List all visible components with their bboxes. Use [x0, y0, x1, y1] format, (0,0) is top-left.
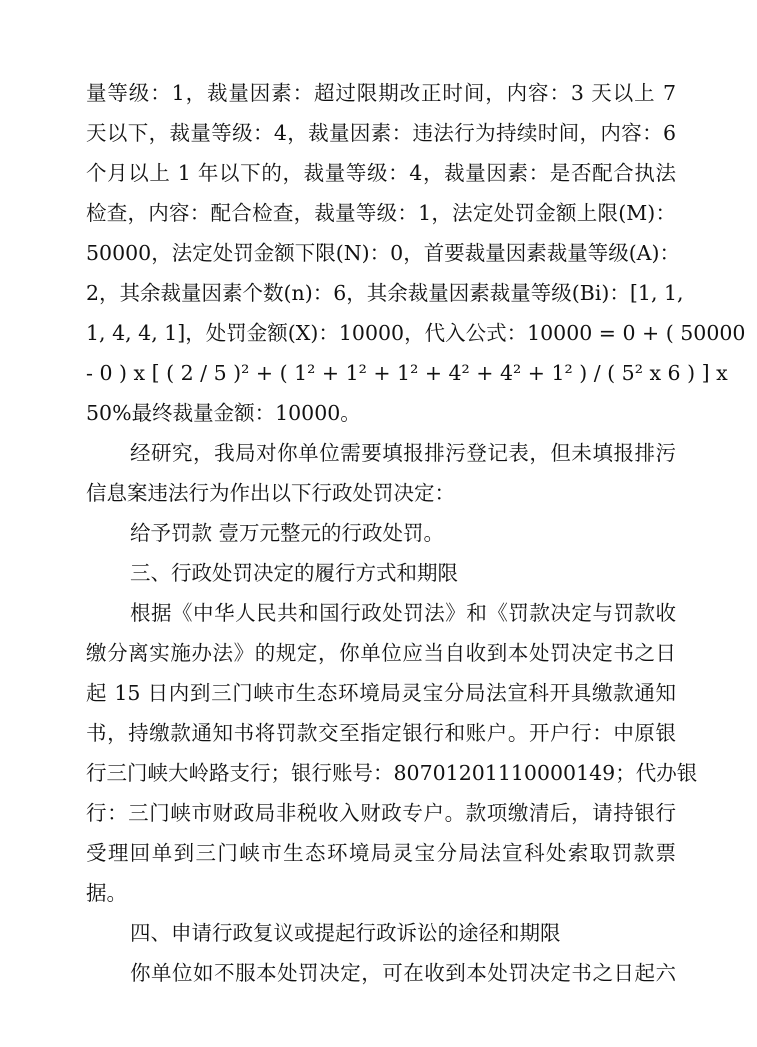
text-line: 根据《中华人民共和国行政处罚法》和《罚款决定与罚款收 — [130, 601, 676, 625]
section-heading-4: 四、申请行政复议或提起行政诉讼的途径和期限 — [130, 921, 561, 945]
text-line: 个月以上 1 年以下的，裁量等级：4，裁量因素：是否配合执法 — [86, 161, 676, 185]
text-line: 据。 — [86, 881, 127, 905]
final-amount-line: 50%最终裁量金额：10000。 — [86, 401, 361, 425]
text-line: 行：三门峡市财政局非税收入财政专户。款项缴清后，请持银行 — [86, 801, 676, 825]
text-line: 2，其余裁量因素个数(n)：6，其余裁量因素裁量等级(Bi)：[1, 1, — [86, 281, 684, 305]
text-line: 起 15 日内到三门峡市生态环境局灵宝分局法宣科开具缴款通知 — [86, 681, 676, 705]
text-line: 缴分离实施办法》的规定，你单位应当自收到本处罚决定书之日 — [86, 641, 676, 665]
decision-paragraph-end: 信息案违法行为作出以下行政处罚决定： — [86, 481, 455, 505]
bank-account-line: 行三门峡大岭路支行；银行账号：80701201110000149；代办银 — [86, 761, 698, 785]
text-line: 检查，内容：配合检查，裁量等级：1，法定处罚金额上限(M)： — [86, 201, 676, 225]
decision-paragraph-start: 经研究，我局对你单位需要填报排污登记表，但未填报排污 — [130, 441, 676, 465]
text-line: 书，持缴款通知书将罚款交至指定银行和账户。开户行：中原银 — [86, 721, 676, 745]
formula-line: 1, 4, 4, 1]，处罚金额(X)：10000，代入公式：10000 = 0 + ( 50000 — [86, 321, 746, 345]
text-line: 你单位如不服本处罚决定，可在收到本处罚决定书之日起六 — [130, 961, 676, 985]
formula-line: - 0 ) x [ ( 2 / 5 )² + ( 1² + 1² + 1² + 4² + 4² + 1² ) / ( 5² x 6 ) ] x — [86, 361, 728, 385]
text-line: 受理回单到三门峡市生态环境局灵宝分局法宣科处索取罚款票 — [86, 841, 676, 865]
section-heading-3: 三、行政处罚决定的履行方式和期限 — [130, 561, 458, 585]
text-line: 50000，法定处罚金额下限(N)：0，首要裁量因素裁量等级(A)： — [86, 241, 680, 265]
penalty-statement: 给予罚款 壹万元整元的行政处罚。 — [130, 521, 445, 545]
text-line: 量等级：1，裁量因素：超过限期改正时间，内容：3 天以上 7 — [86, 81, 676, 105]
text-line: 天以下，裁量等级：4，裁量因素：违法行为持续时间，内容：6 — [86, 121, 676, 145]
